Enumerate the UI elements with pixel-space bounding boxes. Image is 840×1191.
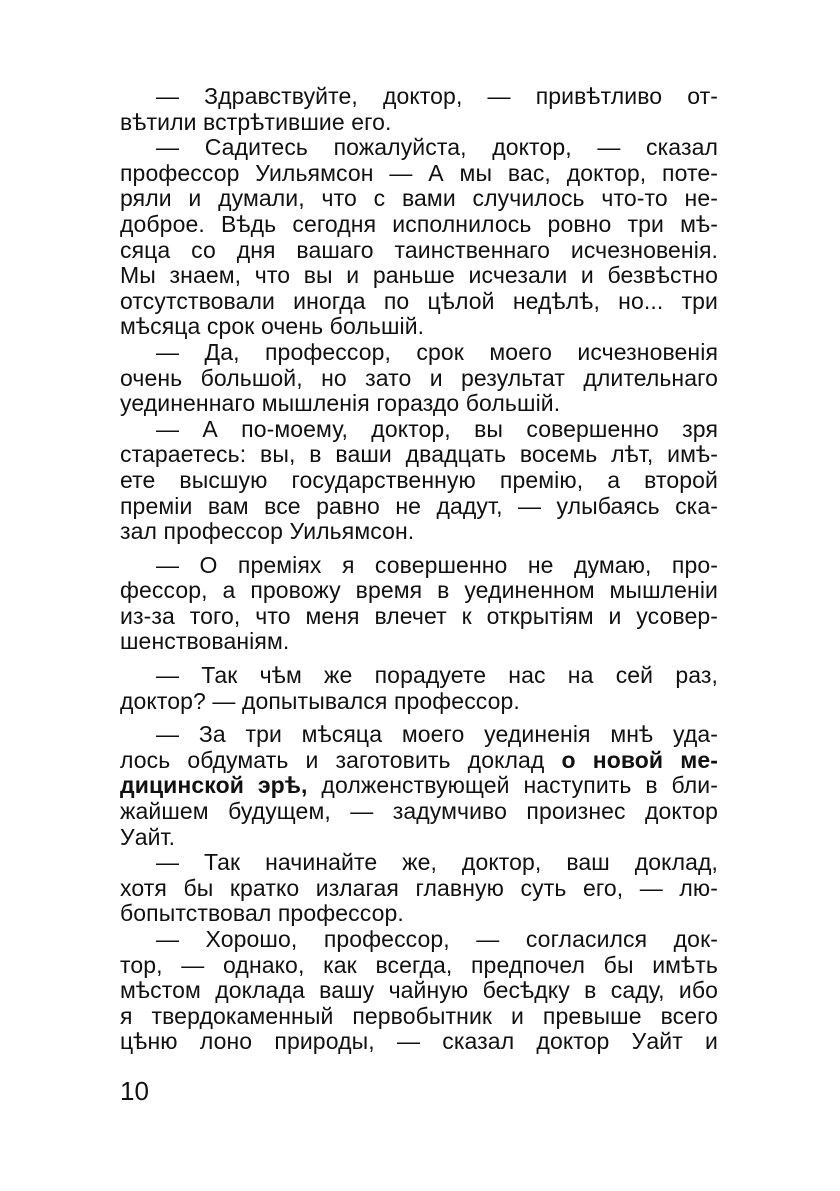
text-line: доброе. Вѣдь сегодня исполнилось ровно три мѣ- [120, 210, 718, 237]
text-line: фессор, а провожу время в уединенном мышленіи [120, 577, 718, 604]
text-line: — О преміях я совершенно не думаю, про- [156, 551, 718, 578]
text-line: цѣню лоно природы, — сказал доктор Уайт и [120, 1028, 718, 1055]
text-line: — Садитесь пожалуйста, доктор, — сказал [156, 134, 718, 161]
text-line [120, 748, 718, 774]
text-line: — Так начинайте же, доктор, ваш доклад, [156, 849, 718, 876]
text-line: — За три мѣсяца моего уединенія мнѣ уда- [156, 721, 718, 748]
text-line [120, 773, 718, 799]
text-line: — Так чѣм же порадуете нас на сей раз, [156, 662, 718, 689]
text-line: мѣстом доклада вашу чайную бесѣдку в саду, ибо [120, 977, 718, 1004]
text-line: я твердокаменный первобытник и превыше всего [120, 1002, 718, 1029]
text-line: тор, — однако, как всегда, предпочел бы имѣть [120, 951, 718, 978]
text-line: стараетесь: вы, в ваши двадцать восемь лѣт, имѣ- [120, 441, 718, 468]
text-line: — А по-моему, доктор, вы совершенно зря [156, 415, 718, 442]
text-line: доктор? — допытывался профессор. [120, 687, 520, 714]
text-line: ете высшую государственную премію, а второй [120, 466, 718, 493]
text-line: зал профессор Уильямсон. [120, 518, 415, 545]
text-line: — Да, профессор, срок моего исчезновенія [156, 338, 718, 365]
text-line: — Хорошо, профессор, — согласился док- [156, 926, 718, 952]
page-number: 10 [120, 1076, 149, 1106]
text-segment: лось обдумать и заготовить доклад [120, 746, 545, 773]
text-line: уединеннаго мышленія гораздо большій. [120, 390, 561, 417]
text-segment: долженствующей наступить в бли- [321, 772, 718, 799]
text-line: мѣсяца срок очень большій. [120, 313, 425, 340]
text-line: ряли и думали, что с вами случилось что-то не- [120, 185, 718, 212]
text-line: — Здравствуйте, доктор, — привѣтливо от- [156, 83, 718, 109]
text-line: из-за того, что меня влечет к открытіям и усовер- [120, 602, 718, 629]
text-line: вѣтили встрѣтившие его. [120, 108, 392, 135]
text-line: Мы знаем, что вы и раньше исчезали и безвѣстно [120, 262, 718, 289]
text-line: очень большой, но зато и результат длительнаго [120, 364, 718, 391]
emphasized-text: о новой ме- [561, 746, 718, 773]
emphasized-text: дицинской эрѣ, [120, 772, 308, 799]
text-line: хотя бы кратко излагая главную суть его, — лю- [120, 874, 718, 901]
text-line: шенствованіям. [120, 628, 290, 655]
text-line: профессор Уильямсон — А мы вас, доктор, поте- [120, 159, 718, 186]
text-line: преміи вам все равно не дадут, — улыбаясь ска- [120, 492, 718, 519]
body-text [120, 84, 718, 1055]
text-line: отсутствовали иногда по цѣлой недѣлѣ, но... три [120, 287, 718, 314]
text-line: Уайт. [120, 823, 176, 850]
text-line: жайшем будущем, — задумчиво произнес доктор [120, 798, 718, 825]
text-line: бопытствовал профессор. [120, 900, 404, 927]
text-line: сяца со дня вашаго таинственнаго исчезновенія. [120, 236, 718, 263]
